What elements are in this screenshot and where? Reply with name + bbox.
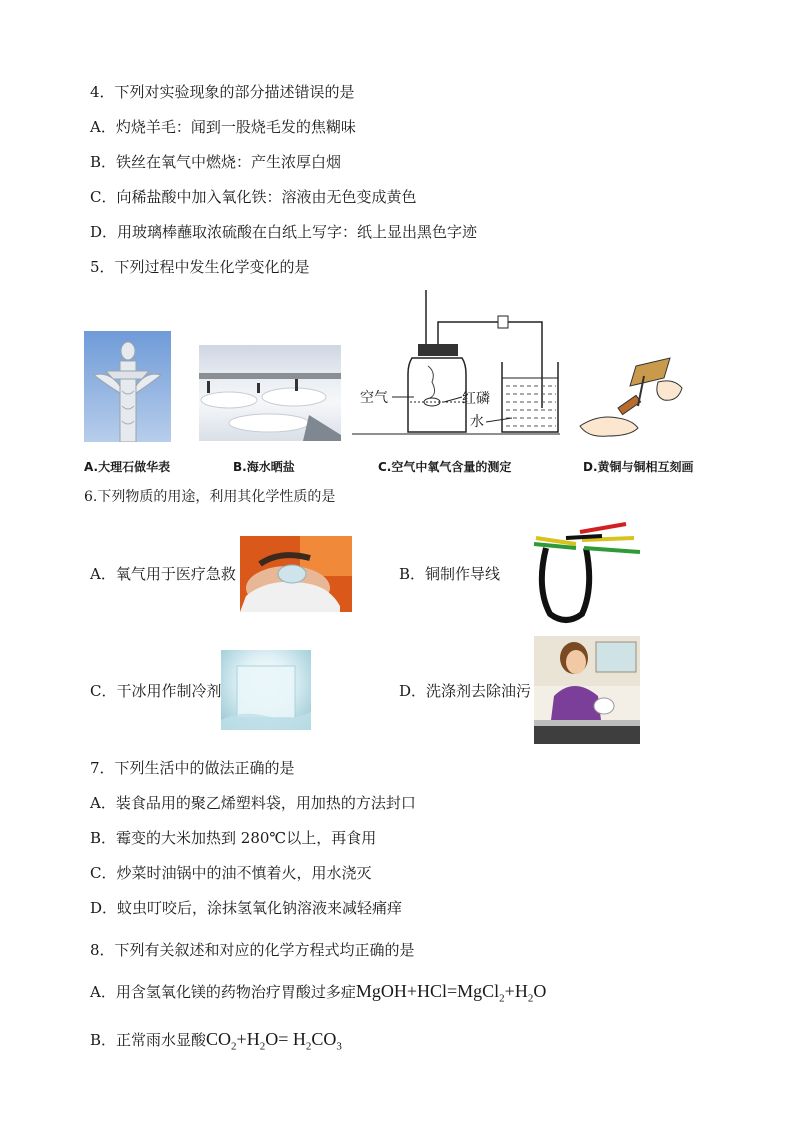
q7-stem: 7．下列生活中的做法正确的是 xyxy=(90,759,295,777)
label-red-phosphorus: 红磷 xyxy=(462,391,490,407)
q6-option-c: C．干冰用作制冷剂 xyxy=(90,682,222,700)
q7-option-d: D．蚊虫叮咬后，涂抹氢氧化钠溶液来减轻痛痒 xyxy=(90,899,403,917)
eq-a-part: O xyxy=(533,981,547,1001)
dishwashing-woman-image xyxy=(534,636,640,744)
q5-caption-d: D.黄铜与铜相互刻画 xyxy=(583,460,694,474)
eq-a-sub: 2 xyxy=(527,992,534,1005)
q8-option-b-text: B．正常雨水显酸 xyxy=(90,1031,207,1049)
q8-equation-a xyxy=(355,981,547,1005)
label-air: 空气 xyxy=(360,390,388,406)
q8-equation-b xyxy=(206,1029,342,1053)
eq-a-part: MgOH+HCl=MgCl xyxy=(355,981,500,1001)
oxygen-mask-patient-image xyxy=(240,536,352,612)
marble-pillar-image xyxy=(84,331,171,442)
q7-option-a: A．装食品用的聚乙烯塑料袋，用加热的方法封口 xyxy=(90,794,416,812)
salt-pan-image xyxy=(199,345,341,441)
q7-option-b: B．霉变的大米加热到 280℃以上，再食用 xyxy=(90,829,377,847)
eq-a-part: +H xyxy=(504,981,528,1001)
q6-option-d: D．洗涤剂去除油污 xyxy=(399,682,532,700)
q6-stem: 6.下列物质的用途，利用其化学性质的是 xyxy=(84,489,336,505)
copper-wires-image xyxy=(506,518,646,626)
eq-b-sub: 2 xyxy=(305,1040,312,1053)
q4-option-d: D．用玻璃棒蘸取浓硫酸在白纸上写字：纸上显出黑色字迹 xyxy=(90,223,478,241)
eq-b-part: CO xyxy=(206,1029,232,1049)
eq-b-sub: 2 xyxy=(259,1040,266,1053)
q6-option-a: A．氧气用于医疗急救 xyxy=(90,565,236,583)
q5-stem: 5．下列过程中发生化学变化的是 xyxy=(90,258,310,276)
label-water: 水 xyxy=(470,414,484,430)
q5-caption-c: C.空气中氧气含量的测定 xyxy=(378,460,512,474)
eq-b-sub: 3 xyxy=(336,1040,342,1053)
oxygen-apparatus-diagram xyxy=(352,286,562,442)
q8-option-a xyxy=(90,981,546,1009)
q6-option-b: B．铜制作导线 xyxy=(399,565,501,583)
q8-option-b xyxy=(90,1029,342,1057)
brass-copper-scratch-image xyxy=(578,356,688,442)
q4-option-c: C．向稀盐酸中加入氧化铁：溶液由无色变成黄色 xyxy=(90,188,417,206)
dry-ice-image xyxy=(221,650,311,730)
eq-b-sub: 2 xyxy=(231,1040,237,1053)
q8-stem: 8．下列有关叙述和对应的化学方程式均正确的是 xyxy=(90,941,415,959)
q5-caption-b: B.海水晒盐 xyxy=(233,460,295,474)
q4-option-b: B．铁丝在氧气中燃烧：产生浓厚白烟 xyxy=(90,153,342,171)
q4-stem: 4．下列对实验现象的部分描述错误的是 xyxy=(90,83,355,101)
q4-option-a: A．灼烧羊毛：闻到一股烧毛发的焦糊味 xyxy=(90,118,356,136)
q7-option-c: C．炒菜时油锅中的油不慎着火，用水浇灭 xyxy=(90,864,372,882)
q5-caption-a: A.大理石做华表 xyxy=(84,460,171,474)
eq-b-part: +H xyxy=(236,1029,260,1049)
q8-option-a-text: A．用含氢氧化镁的药物治疗胃酸过多症 xyxy=(90,983,356,1001)
eq-a-sub: 2 xyxy=(499,992,505,1005)
eq-b-part: CO xyxy=(311,1029,337,1049)
eq-b-part: O= H xyxy=(265,1029,306,1049)
